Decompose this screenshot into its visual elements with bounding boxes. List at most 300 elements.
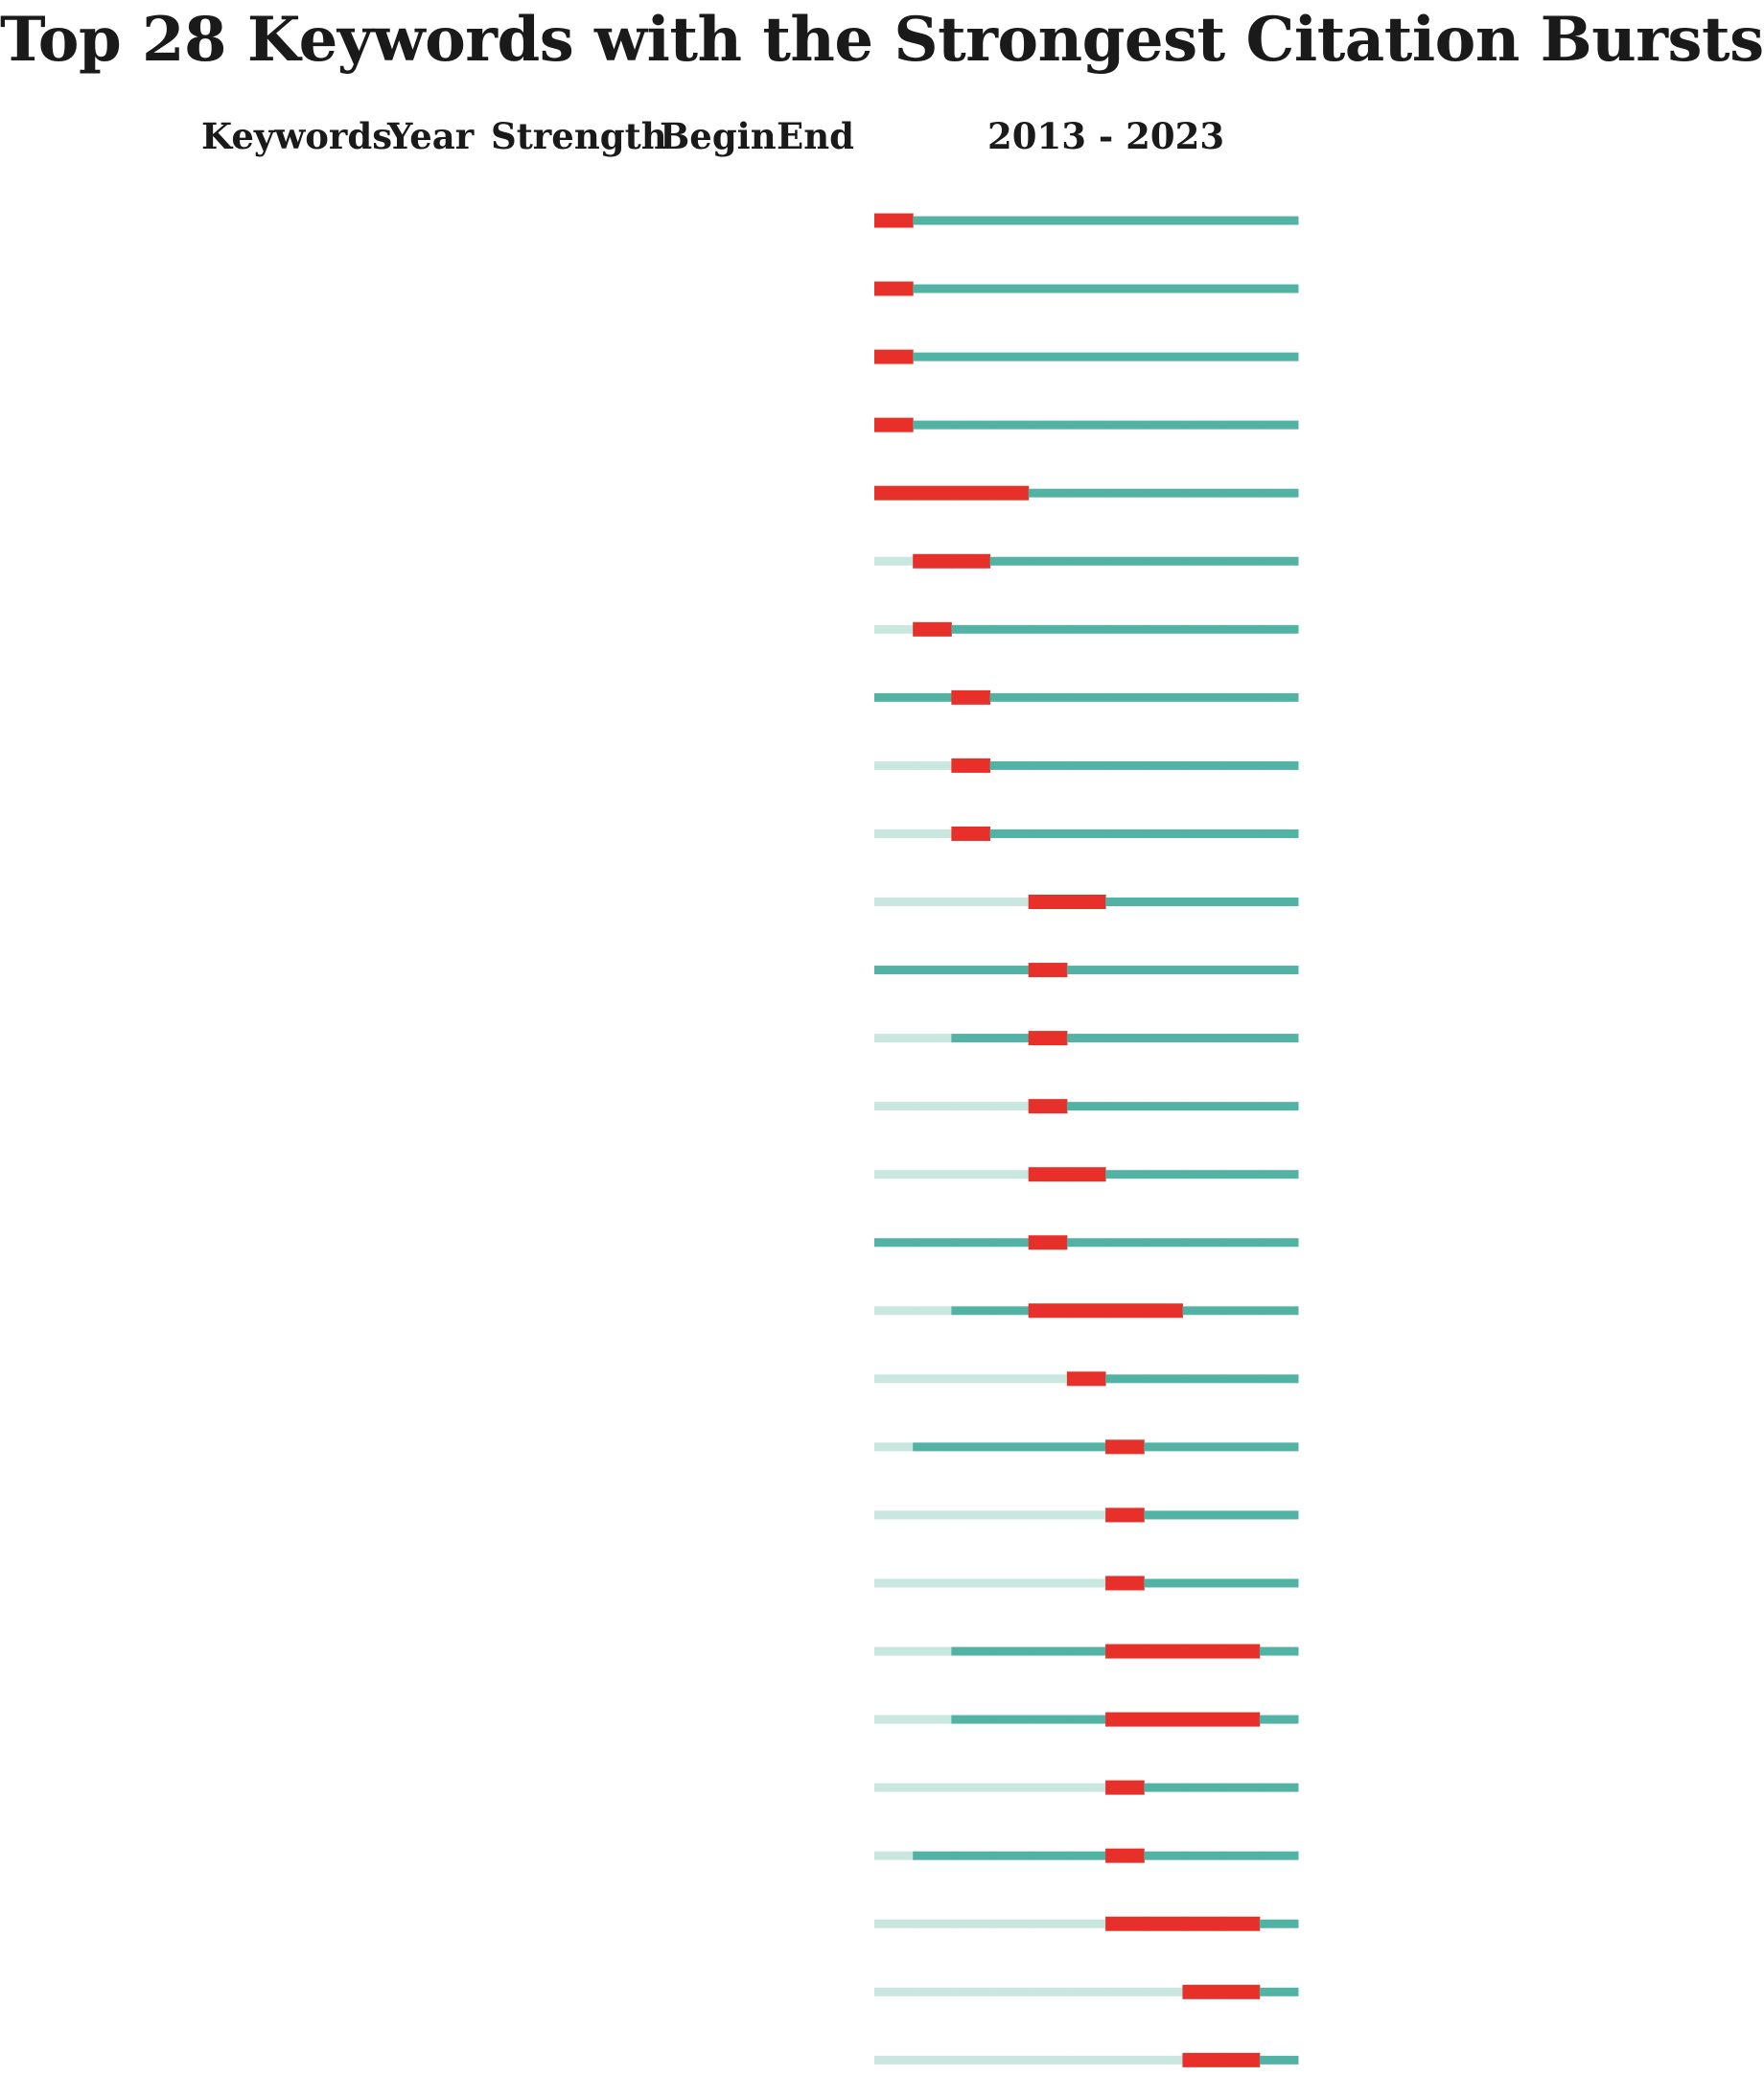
timeline-segment bbox=[951, 421, 990, 430]
timeline-segment bbox=[1260, 489, 1299, 498]
timeline-segment bbox=[951, 827, 990, 841]
timeline-segment bbox=[913, 898, 952, 906]
timeline-segment bbox=[1144, 2056, 1183, 2065]
timeline-segment bbox=[951, 217, 990, 225]
timeline-segment bbox=[1221, 1034, 1261, 1042]
timeline-segment bbox=[1144, 1917, 1183, 1931]
timeline-segment bbox=[1260, 1102, 1299, 1110]
timeline-segment bbox=[1221, 2053, 1261, 2067]
timeline-segment bbox=[1182, 421, 1221, 430]
timeline-segment bbox=[1260, 693, 1299, 702]
timeline-segment bbox=[874, 761, 914, 770]
timeline-segment bbox=[1105, 898, 1145, 906]
timeline-segment bbox=[990, 217, 1030, 225]
timeline-segment bbox=[1105, 1576, 1145, 1591]
timeline-segment bbox=[1260, 285, 1299, 293]
timeline-segment bbox=[1144, 1102, 1183, 1110]
timeline-segment bbox=[1260, 966, 1299, 974]
column-header-keywords: Keywords bbox=[201, 115, 393, 157]
timeline-segment bbox=[1105, 1374, 1145, 1383]
timeline-segment bbox=[990, 1306, 1030, 1315]
timeline-segment bbox=[1182, 898, 1221, 906]
timeline-segment bbox=[874, 1170, 914, 1179]
timeline-segment bbox=[1067, 1920, 1106, 1928]
timeline-segment bbox=[1182, 1579, 1221, 1588]
timeline-segment bbox=[1029, 1920, 1068, 1928]
timeline-segment bbox=[1182, 489, 1221, 498]
timeline-segment bbox=[1067, 1579, 1106, 1588]
timeline-segment bbox=[1221, 1713, 1261, 1727]
timeline-segment bbox=[874, 966, 914, 974]
timeline-segment bbox=[990, 625, 1030, 634]
timeline-segment bbox=[1260, 829, 1299, 838]
timeline-segment bbox=[1221, 1784, 1261, 1792]
timeline-segment bbox=[1029, 1167, 1068, 1181]
timeline-segment bbox=[1029, 829, 1068, 838]
timeline-segment bbox=[1182, 1852, 1221, 1860]
timeline-segment bbox=[1260, 1715, 1299, 1724]
timeline-segment bbox=[1260, 1784, 1299, 1792]
timeline-segment bbox=[1105, 966, 1145, 974]
timeline-segment bbox=[874, 350, 914, 364]
timeline-segment bbox=[1144, 1238, 1183, 1247]
timeline-segment bbox=[1221, 1852, 1261, 1860]
timeline-segment bbox=[1182, 966, 1221, 974]
timeline-segment bbox=[874, 693, 914, 702]
timeline-segment bbox=[1067, 1102, 1106, 1110]
timeline-segment bbox=[1029, 421, 1068, 430]
timeline-segment bbox=[951, 1920, 990, 1928]
timeline-segment bbox=[913, 966, 952, 974]
timeline-segment bbox=[1221, 1510, 1261, 1519]
timeline-segment bbox=[1260, 1034, 1299, 1042]
timeline-segment bbox=[874, 486, 914, 501]
timeline-segment bbox=[1221, 1985, 1261, 1999]
timeline-segment bbox=[1029, 2056, 1068, 2065]
timeline-segment bbox=[1105, 2056, 1145, 2065]
timeline-segment bbox=[874, 898, 914, 906]
timeline-segment bbox=[1067, 1510, 1106, 1519]
timeline-segment bbox=[951, 898, 990, 906]
timeline-segment bbox=[874, 1102, 914, 1110]
timeline-segment bbox=[990, 1988, 1030, 1996]
timeline-segment bbox=[951, 1238, 990, 1247]
timeline-segment bbox=[1260, 1442, 1299, 1451]
timeline-segment bbox=[990, 761, 1030, 770]
timeline-segment bbox=[951, 1579, 990, 1588]
timeline-segment bbox=[1260, 557, 1299, 566]
timeline-segment bbox=[990, 898, 1030, 906]
timeline-segment bbox=[1260, 898, 1299, 906]
timeline-segment bbox=[1221, 421, 1261, 430]
timeline-segment bbox=[874, 1374, 914, 1383]
timeline-segment bbox=[990, 1784, 1030, 1792]
timeline-segment bbox=[1221, 761, 1261, 770]
timeline-segment bbox=[990, 966, 1030, 974]
timeline-segment bbox=[1260, 1988, 1299, 1996]
timeline-segment bbox=[1105, 285, 1145, 293]
timeline-segment bbox=[1105, 1781, 1145, 1795]
timeline-segment bbox=[1144, 1510, 1183, 1519]
timeline-segment bbox=[874, 1988, 914, 1996]
timeline-segment bbox=[990, 1852, 1030, 1860]
timeline-segment bbox=[990, 486, 1030, 501]
timeline-segment bbox=[1105, 217, 1145, 225]
timeline-segment bbox=[1182, 693, 1221, 702]
timeline-segment bbox=[1182, 1102, 1221, 1110]
timeline-segment bbox=[1260, 1374, 1299, 1383]
timeline-segment bbox=[990, 557, 1030, 566]
timeline-segment bbox=[951, 1170, 990, 1179]
timeline-segment bbox=[1105, 1645, 1145, 1659]
timeline-segment bbox=[1029, 693, 1068, 702]
timeline-segment bbox=[1144, 1784, 1183, 1792]
timeline-segment bbox=[1029, 217, 1068, 225]
timeline-segment bbox=[951, 758, 990, 773]
timeline-segment bbox=[1105, 625, 1145, 634]
timeline-segment bbox=[1221, 829, 1261, 838]
timeline-segment bbox=[1105, 1439, 1145, 1454]
timeline-segment bbox=[1029, 1715, 1068, 1724]
timeline-segment bbox=[1260, 1510, 1299, 1519]
timeline-segment bbox=[874, 829, 914, 838]
timeline-segment bbox=[1067, 1784, 1106, 1792]
timeline-segment bbox=[990, 1170, 1030, 1179]
timeline-segment bbox=[1067, 353, 1106, 362]
timeline-segment bbox=[1221, 353, 1261, 362]
column-header-begin: Begin bbox=[660, 115, 777, 157]
timeline-segment bbox=[1260, 1170, 1299, 1179]
timeline-segment bbox=[1221, 966, 1261, 974]
timeline-segment bbox=[874, 625, 914, 634]
timeline-segment bbox=[1144, 761, 1183, 770]
timeline-segment bbox=[1105, 1988, 1145, 1996]
timeline-segment bbox=[1067, 1988, 1106, 1996]
timeline-segment bbox=[874, 1784, 914, 1792]
timeline-segment bbox=[913, 829, 952, 838]
timeline-segment bbox=[1144, 1852, 1183, 1860]
timeline-segment bbox=[1029, 1852, 1068, 1860]
timeline-segment bbox=[1144, 1170, 1183, 1179]
timeline-segment bbox=[1182, 1510, 1221, 1519]
timeline-segment bbox=[1221, 1442, 1261, 1451]
timeline-segment bbox=[1105, 421, 1145, 430]
timeline-segment bbox=[1067, 1442, 1106, 1451]
timeline-segment bbox=[951, 1715, 990, 1724]
timeline-segment bbox=[1260, 1238, 1299, 1247]
timeline-segment bbox=[951, 690, 990, 705]
timeline-segment bbox=[951, 1852, 990, 1860]
timeline-segment bbox=[1221, 1645, 1261, 1659]
timeline-segment bbox=[1067, 1647, 1106, 1656]
timeline-segment bbox=[990, 1374, 1030, 1383]
timeline-segment bbox=[1221, 489, 1261, 498]
timeline-segment bbox=[874, 1647, 914, 1656]
timeline-segment bbox=[1182, 1713, 1221, 1727]
timeline-segment bbox=[913, 1988, 952, 1996]
timeline-segment bbox=[1260, 421, 1299, 430]
timeline-segment bbox=[1067, 693, 1106, 702]
timeline-segment bbox=[1182, 1985, 1221, 1999]
timeline-segment bbox=[1029, 625, 1068, 634]
timeline-segment bbox=[1221, 693, 1261, 702]
timeline-segment bbox=[951, 554, 990, 569]
timeline-segment bbox=[1067, 1852, 1106, 1860]
timeline-segment bbox=[1260, 2056, 1299, 2065]
timeline-segment bbox=[990, 421, 1030, 430]
timeline-segment bbox=[1067, 829, 1106, 838]
timeline-segment bbox=[1105, 1303, 1145, 1318]
timeline-segment bbox=[913, 554, 952, 569]
timeline-segment bbox=[1221, 1306, 1261, 1315]
timeline-segment bbox=[1221, 1374, 1261, 1383]
timeline-segment bbox=[874, 2056, 914, 2065]
timeline-segment bbox=[990, 829, 1030, 838]
timeline-segment bbox=[1221, 557, 1261, 566]
timeline-segment bbox=[1260, 217, 1299, 225]
timeline-segment bbox=[1221, 217, 1261, 225]
timeline-segment bbox=[1144, 421, 1183, 430]
timeline-segment bbox=[1144, 898, 1183, 906]
timeline-segment bbox=[1105, 1713, 1145, 1727]
timeline-segment bbox=[913, 1852, 952, 1860]
timeline-segment bbox=[1105, 1849, 1145, 1863]
timeline-segment bbox=[913, 1784, 952, 1792]
timeline-segment bbox=[1144, 1442, 1183, 1451]
timeline-segment bbox=[1105, 829, 1145, 838]
timeline-segment bbox=[951, 1510, 990, 1519]
timeline-segment bbox=[951, 2056, 990, 2065]
timeline-segment bbox=[874, 1920, 914, 1928]
timeline-segment bbox=[913, 1102, 952, 1110]
timeline-segment bbox=[990, 1920, 1030, 1928]
timeline-segment bbox=[1105, 489, 1145, 498]
timeline-segment bbox=[1182, 1917, 1221, 1931]
timeline-segment bbox=[990, 1102, 1030, 1110]
timeline-segment bbox=[1067, 625, 1106, 634]
timeline-segment bbox=[951, 1784, 990, 1792]
timeline-segment bbox=[951, 966, 990, 974]
timeline-segment bbox=[1144, 353, 1183, 362]
timeline-segment bbox=[1260, 1579, 1299, 1588]
timeline-segment bbox=[1182, 625, 1221, 634]
timeline-segment bbox=[1029, 1235, 1068, 1249]
timeline-segment bbox=[874, 1579, 914, 1588]
timeline-segment bbox=[874, 1442, 914, 1451]
timeline-segment bbox=[1029, 1510, 1068, 1519]
timeline-segment bbox=[1105, 557, 1145, 566]
timeline-segment bbox=[1144, 217, 1183, 225]
timeline-segment bbox=[990, 1715, 1030, 1724]
timeline-segment bbox=[1029, 489, 1068, 498]
timeline-segment bbox=[1260, 353, 1299, 362]
timeline-segment bbox=[1144, 1579, 1183, 1588]
timeline-segment bbox=[990, 285, 1030, 293]
timeline-segment bbox=[990, 1510, 1030, 1519]
timeline-segment bbox=[951, 1306, 990, 1315]
timeline-segment bbox=[1067, 1715, 1106, 1724]
timeline-segment bbox=[990, 2056, 1030, 2065]
timeline-segment bbox=[1182, 217, 1221, 225]
timeline-segment bbox=[874, 1034, 914, 1042]
timeline-segment bbox=[951, 1647, 990, 1656]
timeline-segment bbox=[1144, 829, 1183, 838]
timeline-segment bbox=[1067, 285, 1106, 293]
timeline-segment bbox=[1029, 1647, 1068, 1656]
timeline-segment bbox=[1144, 1303, 1183, 1318]
timeline-segment bbox=[913, 1306, 952, 1315]
timeline-segment bbox=[1029, 1303, 1068, 1318]
timeline-segment bbox=[913, 1647, 952, 1656]
timeline-segment bbox=[1067, 1034, 1106, 1042]
timeline-segment bbox=[1029, 963, 1068, 977]
column-header-range: 2013 - 2023 bbox=[987, 115, 1225, 157]
timeline-segment bbox=[1144, 1034, 1183, 1042]
timeline-segment bbox=[913, 1374, 952, 1383]
timeline-segment bbox=[913, 217, 952, 225]
timeline-segment bbox=[951, 625, 990, 634]
timeline-segment bbox=[990, 1647, 1030, 1656]
timeline-segment bbox=[1182, 1442, 1221, 1451]
timeline-segment bbox=[1067, 489, 1106, 498]
column-header-year: Year bbox=[387, 115, 475, 157]
timeline-segment bbox=[990, 693, 1030, 702]
timeline-segment bbox=[874, 1715, 914, 1724]
timeline-segment bbox=[913, 1238, 952, 1247]
timeline-segment bbox=[913, 1510, 952, 1519]
timeline-segment bbox=[1144, 285, 1183, 293]
column-header-strength: Strength bbox=[491, 115, 667, 157]
timeline-segment bbox=[1029, 1579, 1068, 1588]
timeline-segment bbox=[951, 1988, 990, 1996]
timeline-segment bbox=[951, 486, 990, 501]
timeline-segment bbox=[913, 353, 952, 362]
timeline-segment bbox=[874, 557, 914, 566]
timeline-segment bbox=[1260, 1647, 1299, 1656]
timeline-segment bbox=[1067, 557, 1106, 566]
timeline-segment bbox=[1221, 898, 1261, 906]
timeline-segment bbox=[1221, 1170, 1261, 1179]
timeline-segment bbox=[874, 1852, 914, 1860]
timeline-segment bbox=[913, 761, 952, 770]
timeline-segment bbox=[951, 1374, 990, 1383]
timeline-segment bbox=[951, 1442, 990, 1451]
timeline-segment bbox=[1182, 761, 1221, 770]
timeline-segment bbox=[1105, 1917, 1145, 1931]
timeline-segment bbox=[990, 1034, 1030, 1042]
timeline-segment bbox=[1260, 1306, 1299, 1315]
timeline-segment bbox=[951, 285, 990, 293]
timeline-segment bbox=[1221, 1238, 1261, 1247]
timeline-segment bbox=[1221, 625, 1261, 634]
timeline-segment bbox=[913, 1920, 952, 1928]
timeline-segment bbox=[1144, 1645, 1183, 1659]
timeline-segment bbox=[1144, 1988, 1183, 1996]
timeline-segment bbox=[990, 1238, 1030, 1247]
timeline-segment bbox=[913, 1170, 952, 1179]
timeline-segment bbox=[913, 1442, 952, 1451]
timeline-segment bbox=[1105, 1507, 1145, 1522]
timeline-segment bbox=[1182, 1238, 1221, 1247]
timeline-segment bbox=[1144, 693, 1183, 702]
timeline-segment bbox=[1029, 761, 1068, 770]
timeline-segment bbox=[1105, 1102, 1145, 1110]
timeline-segment bbox=[1029, 285, 1068, 293]
timeline-segment bbox=[913, 693, 952, 702]
timeline-segment bbox=[874, 1510, 914, 1519]
timeline-segment bbox=[1067, 421, 1106, 430]
timeline-segment bbox=[1260, 1920, 1299, 1928]
timeline-segment bbox=[874, 1306, 914, 1315]
timeline-segment bbox=[913, 622, 952, 637]
timeline-segment bbox=[1260, 761, 1299, 770]
timeline-segment bbox=[1067, 1371, 1106, 1386]
timeline-segment bbox=[1029, 1031, 1068, 1045]
timeline-segment bbox=[1221, 285, 1261, 293]
timeline-segment bbox=[1029, 1988, 1068, 1996]
timeline-segment bbox=[874, 282, 914, 296]
timeline-segment bbox=[1029, 895, 1068, 909]
column-header-end: End bbox=[777, 115, 854, 157]
timeline-segment bbox=[913, 2056, 952, 2065]
timeline-segment bbox=[1029, 557, 1068, 566]
timeline-segment bbox=[1221, 1917, 1261, 1931]
timeline-segment bbox=[1221, 1579, 1261, 1588]
timeline-segment bbox=[1029, 1784, 1068, 1792]
timeline-segment bbox=[1260, 1852, 1299, 1860]
timeline-segment bbox=[951, 353, 990, 362]
timeline-segment bbox=[1182, 1784, 1221, 1792]
timeline-segment bbox=[1067, 895, 1106, 909]
timeline-segment bbox=[1029, 1099, 1068, 1113]
timeline-segment bbox=[1182, 353, 1221, 362]
timeline-segment bbox=[1067, 1167, 1106, 1181]
timeline-segment bbox=[1105, 1238, 1145, 1247]
timeline-segment bbox=[1105, 761, 1145, 770]
timeline-segment bbox=[990, 1442, 1030, 1451]
timeline-segment bbox=[1144, 966, 1183, 974]
chart-title: Top 28 Keywords with the Strongest Citation Bursts bbox=[0, 4, 1764, 76]
timeline-segment bbox=[913, 1034, 952, 1042]
timeline-segment bbox=[1144, 1374, 1183, 1383]
timeline-segment bbox=[990, 1579, 1030, 1588]
timeline-segment bbox=[1067, 966, 1106, 974]
timeline-segment bbox=[1067, 761, 1106, 770]
timeline-segment bbox=[1029, 353, 1068, 362]
timeline-segment bbox=[1105, 1170, 1145, 1179]
timeline-segment bbox=[874, 418, 914, 432]
timeline-segment bbox=[1067, 1303, 1106, 1318]
timeline-segment bbox=[951, 1102, 990, 1110]
timeline-segment bbox=[913, 1715, 952, 1724]
timeline-segment bbox=[1182, 829, 1221, 838]
timeline-segment bbox=[990, 353, 1030, 362]
timeline-segment bbox=[1105, 693, 1145, 702]
timeline-segment bbox=[1260, 625, 1299, 634]
timeline-segment bbox=[1067, 1238, 1106, 1247]
timeline-segment bbox=[1182, 557, 1221, 566]
timeline-segment bbox=[1067, 217, 1106, 225]
timeline-segment bbox=[913, 285, 952, 293]
timeline-segment bbox=[1182, 1374, 1221, 1383]
timeline-segment bbox=[1182, 285, 1221, 293]
timeline-segment bbox=[1105, 1034, 1145, 1042]
timeline-segment bbox=[1144, 557, 1183, 566]
timeline-segment bbox=[1182, 1170, 1221, 1179]
timeline-segment bbox=[913, 486, 952, 501]
timeline-segment bbox=[1182, 1645, 1221, 1659]
timeline-segment bbox=[1105, 353, 1145, 362]
